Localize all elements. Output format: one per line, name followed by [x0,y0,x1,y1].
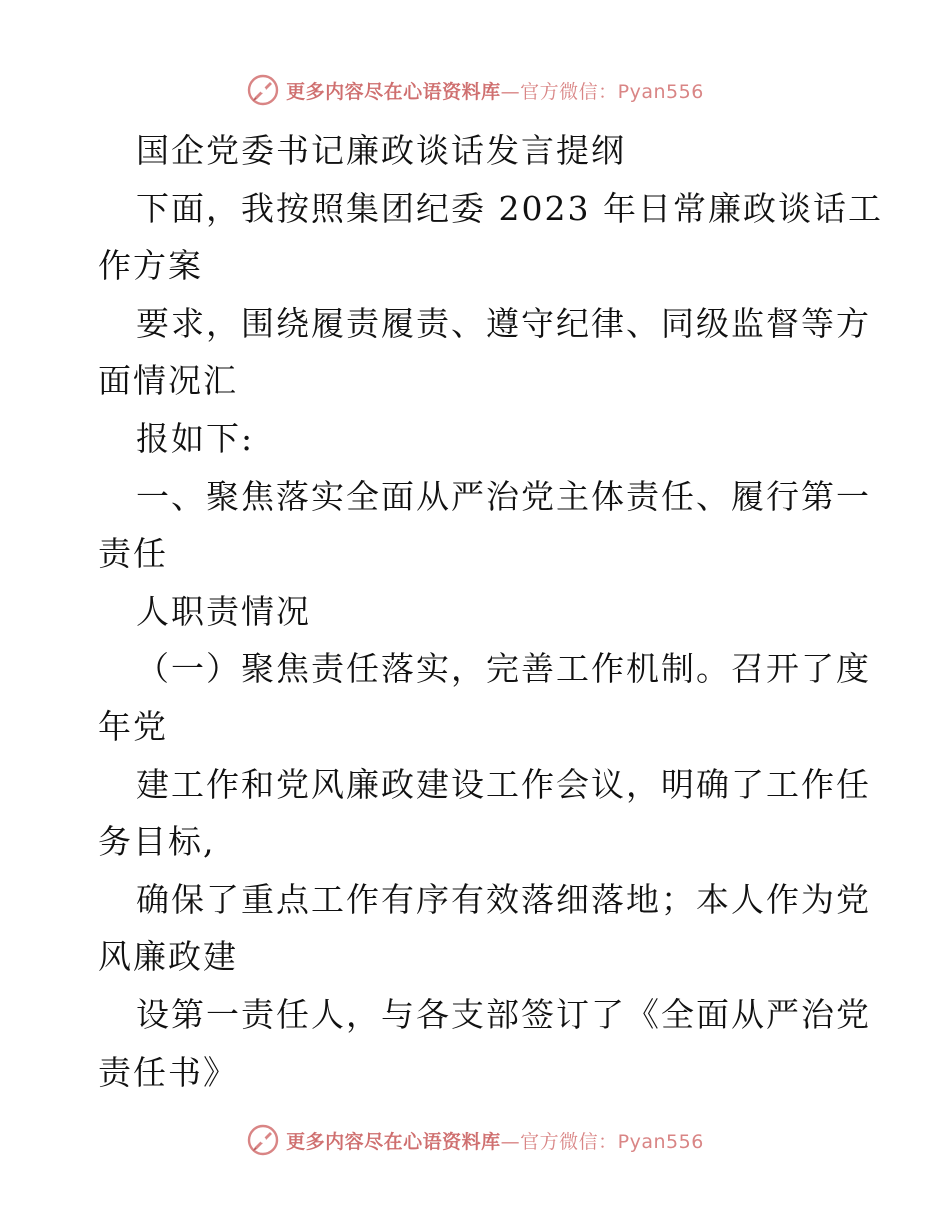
section-heading-line: 人职责情况 [136,591,311,631]
document-title: 国企党委书记廉政谈话发言提纲 [136,131,626,170]
paragraph-line: （一）聚焦责任落实，完善工作机制。召开了度 [136,649,871,689]
paragraph-line: 作方案 [98,246,203,286]
paragraph-line: 责任书》 [98,1052,238,1092]
watermark-separator: — [500,1130,521,1153]
paragraph-line: 面情况汇 [98,361,238,401]
paragraph-line: 要求，围绕履责履责、遵守纪律、同级监督等方 [136,303,871,343]
watermark-brand: 更多内容尽在心语资料库 [286,80,501,103]
watermark-separator: — [500,80,521,103]
watermark-contact: 官方微信：Pyan556 [520,80,704,103]
watermark-contact: 官方微信：Pyan556 [520,1130,704,1153]
paragraph-line: 确保了重点工作有序有效落细落地；本人作为党 [136,879,871,919]
paragraph-line: 建工作和党风廉政建设工作会议，明确了工作任 [136,764,871,804]
paragraph-line: 年党 [98,706,168,746]
section-heading-line: 一、聚焦落实全面从严治党主体责任、履行第一 [136,476,871,516]
header-watermark [0,70,950,110]
quill-pen-seal-icon [246,1123,280,1157]
paragraph-line: 报如下: [136,418,255,458]
footer-watermark [0,1120,950,1160]
watermark-brand: 更多内容尽在心语资料库 [286,1130,501,1153]
paragraph-line: 风廉政建 [98,937,238,977]
paragraph-line: 务目标, [98,822,216,862]
paragraph-line: 下面，我按照集团纪委 2023 年日常廉政谈话工 [136,188,883,228]
document-body [98,122,883,1101]
paragraph-line: 设第一责任人，与各支部签订了《全面从严治党 [136,994,871,1034]
quill-pen-seal-icon [246,73,280,107]
section-heading-line: 责任 [98,534,168,574]
